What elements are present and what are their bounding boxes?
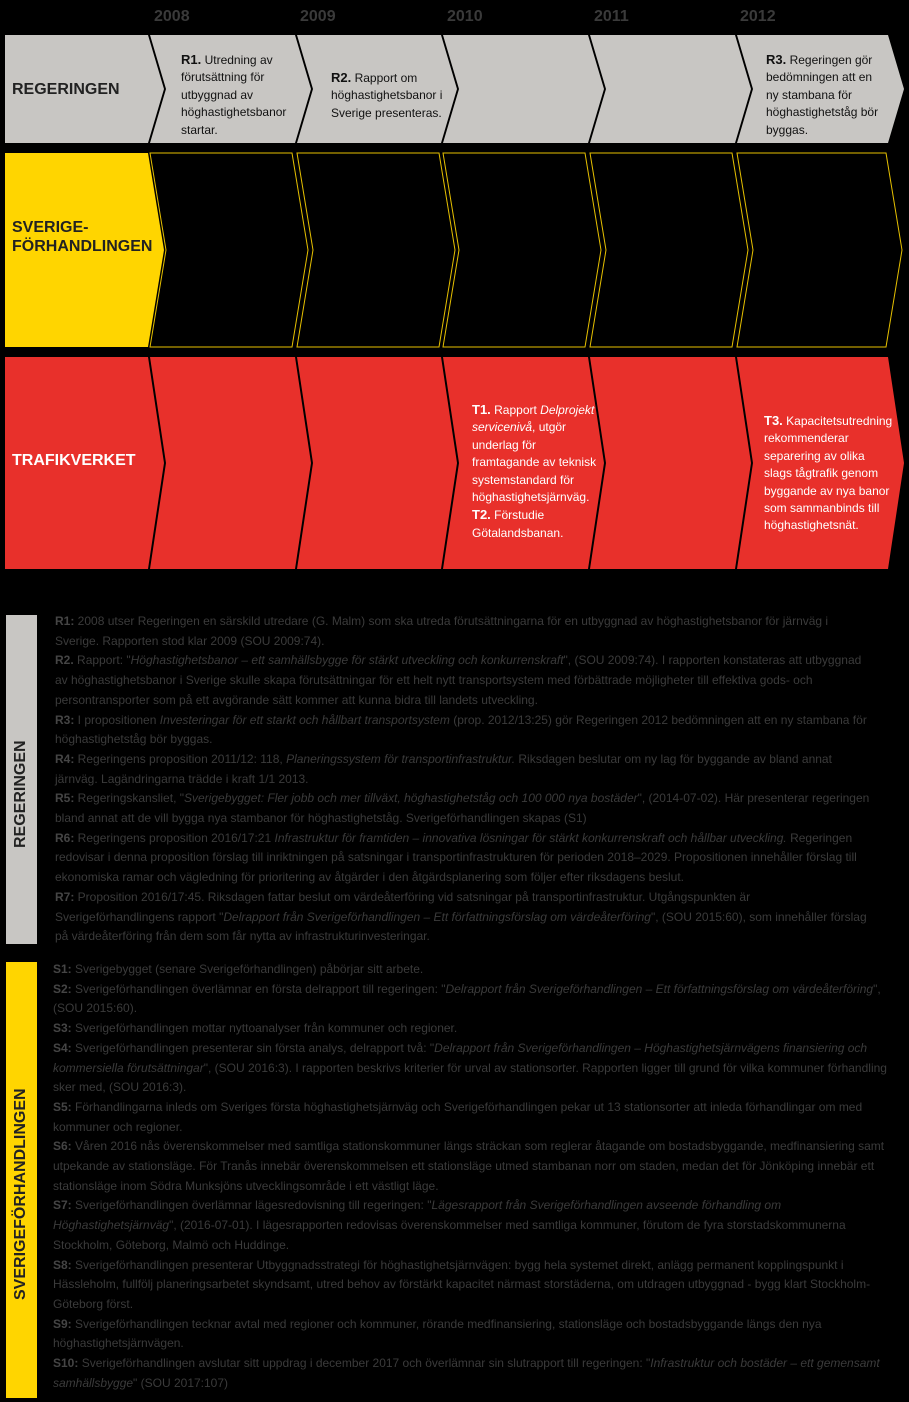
- note-text-after: ", (2014-07-02). Här presenterar regeringen bland annat att de vill bygga nya stambanor för höghastighetståg. Sverigeförhandlingen skapas (S1): [55, 791, 870, 826]
- trafikverket-chevron-2011: [590, 357, 751, 569]
- note-title: Delrapport från Sverigeförhandlingen – Höghastighetsjärnvägens finansiering och kommersiella förutsättningar: [53, 1040, 868, 1075]
- note-title: Delrapport från Sverigeförhandlingen – Ett författningsförslag om värdeåterföring: [223, 909, 651, 924]
- note-text: Förhandlingarna inleds om Sveriges första höghastighetsjärnväg och Sverigeförhandlingen pekar ut 13 stationsorter att inleda förhandlingar om med kommuner och regioner.: [53, 1099, 863, 1134]
- note-key: S6:: [53, 1139, 72, 1154]
- cell-t3-text: Kapacitetsutredning rekommenderar separering av olika slags tågtrafik genom byggande av nya banor som sammanbinds till höghastighetsnät.: [764, 414, 893, 533]
- notes-regeringen-list: [55, 612, 871, 947]
- note-text: Regeringskansliet, ": [74, 791, 184, 806]
- note-text-after: ", (SOU 2015:60).: [53, 981, 881, 1016]
- cell-t1-key: T1.: [472, 402, 491, 417]
- note-key: S4:: [53, 1040, 72, 1055]
- note-key: R6:: [55, 830, 75, 845]
- cell-r3: [766, 51, 884, 139]
- sverige-chevron-2011: [590, 153, 748, 347]
- note-item: [53, 1354, 891, 1393]
- note-title: Höghastighetsbanor – ett samhällsbygge för stärkt utveckling och konkurrenskraft: [130, 653, 564, 668]
- note-text: Regeringens proposition 2016/17:21: [74, 830, 275, 845]
- note-key: S5:: [53, 1099, 72, 1114]
- sverige-label-line2: FÖRHANDLINGEN: [12, 238, 153, 255]
- note-key: R1:: [55, 614, 75, 628]
- note-key: S8:: [53, 1257, 72, 1272]
- note-text: Sverigeförhandlingen mottar nyttoanalyser från kommuner och regioner.: [71, 1021, 458, 1036]
- cell-t2-text: Förstudie Götalandsbanan.: [472, 508, 564, 540]
- note-text: Regeringens proposition 2011/12: 118,: [74, 751, 287, 766]
- note-item: [53, 960, 891, 980]
- cell-t2-key: T2.: [472, 507, 491, 523]
- note-item: [53, 1098, 891, 1137]
- note-item: [53, 980, 891, 1019]
- note-title: Lägesrapport från Sverigeförhandlingen avseende förhandling om Höghastighetsjärnväg: [53, 1198, 782, 1233]
- cell-r3-key: R3.: [766, 52, 787, 67]
- sverige-chevron-2009: [297, 153, 455, 347]
- regeringen-chevron-2010: [443, 35, 604, 143]
- year-2009: 2009: [300, 8, 336, 25]
- note-key: S1:: [53, 962, 72, 976]
- note-item: [55, 612, 871, 651]
- year-2010: 2010: [447, 8, 483, 25]
- note-text: Sverigebygget (senare Sverigeförhandlingen) påbörjar sitt arbete.: [71, 962, 424, 976]
- note-item: [53, 1137, 891, 1196]
- note-item: [55, 789, 871, 828]
- year-2011: 2011: [594, 8, 629, 25]
- note-key: R4:: [55, 751, 75, 766]
- cell-t1-t2: [472, 401, 606, 542]
- note-text: I propositionen: [74, 712, 160, 727]
- note-text-after: ", (SOU 2015:60), som innehåller förslag på värdeåterföring från dem som får nytta av infrastrukturinvesteringar.: [55, 909, 867, 944]
- note-key: S2:: [53, 981, 72, 996]
- notes-sverige-list: [53, 960, 891, 1393]
- note-item: [53, 1315, 891, 1354]
- regeringen-label: REGERINGEN: [12, 81, 120, 98]
- sverige-label-line1: SVERIGE-: [12, 219, 89, 236]
- note-title: Investeringar för ett starkt och hållbart transportsystem: [159, 712, 450, 727]
- year-2012: 2012: [740, 8, 776, 25]
- note-text: Sverigeförhandlingen presenterar sin första analys, delrapport två: ": [71, 1040, 435, 1055]
- note-item: [53, 1256, 891, 1315]
- note-key: S7:: [53, 1198, 72, 1213]
- note-text-after: (prop. 2012/13:25) gör Regeringen 2012 bedömningen att en ny stambana för höghastighetståg bör byggas.: [55, 712, 867, 747]
- sverige-chevron-2008: [150, 153, 308, 347]
- note-key: R2.: [55, 653, 74, 668]
- note-item: [55, 711, 871, 750]
- note-key: S9:: [53, 1316, 72, 1331]
- note-key: S10:: [53, 1356, 79, 1371]
- cell-t3: [764, 412, 896, 535]
- cell-r2: [331, 69, 446, 122]
- cell-t1-pre: Rapport: [494, 403, 541, 417]
- note-text-after: ", (SOU 2009:74). I rapporten konstateras att utbyggnad av höghastighetsbanor i Sverige skulle skapa förutsättningar för ett helt nytt transportsystem med förbättrade möjligheter till effektiva gods- och persontransporter som på ett avgörande sätt kommer att kunna bidra till landets utveckling.: [55, 653, 862, 707]
- note-item: [55, 888, 871, 947]
- note-item: [53, 1039, 891, 1098]
- note-key: S3:: [53, 1021, 72, 1036]
- note-key: R5:: [55, 791, 75, 806]
- cell-t1-title: Delprojekt servicenivå: [472, 403, 595, 435]
- sverige-chevron-2012: [737, 153, 902, 347]
- note-text-after: ", (SOU 2016:3). I rapporten beskrivs kriterier för urval av stationsorter. Rapporten ligger till grund för vilka kommuner förhandling sker med, (SOU 2016:3).: [53, 1060, 887, 1095]
- sverige-label: [12, 218, 152, 256]
- cell-r1-text: Utredning av förutsättning för utbyggnad av höghastighetsbanor startar.: [181, 53, 287, 137]
- trafikverket-label: TRAFIKVERKET: [12, 452, 136, 469]
- note-title: Sverigebygget: Fler jobb och mer tillväxt, höghastighetståg och 100 000 nya bostäder: [184, 791, 638, 806]
- note-text-after: " (SOU 2017:107): [133, 1375, 229, 1390]
- cell-t1-post: , utgör underlag för framtagande av teknisk systemstandard för höghastighetsjärnväg.: [472, 420, 597, 505]
- note-item: [55, 829, 871, 888]
- cell-r1: [181, 51, 291, 139]
- cell-r1-key: R1.: [181, 52, 202, 67]
- notes-regeringen-title: REGERINGEN: [12, 740, 29, 848]
- note-text-after: ", (2016-07-01). I lägesrapporten redovisas överenskommelser med samtliga kommuner, förutom de fyra storstadskommunerna Stockholm, Göteborg, Malmö och Huddinge.: [53, 1218, 846, 1252]
- note-title: Delrapport från Sverigeförhandlingen – Ett författningsförslag om värdeåterföring: [445, 981, 874, 996]
- note-text: Proposition 2016/17:45. Riksdagen fattar beslut om värdeåterföring vid satsningar på transportinfrastruktur. Utgångspunkten är Sverigeförhandlingens rapport ": [55, 889, 751, 924]
- regeringen-chevron-2011: [590, 35, 751, 143]
- year-2008: 2008: [154, 8, 190, 25]
- note-title: Infrastruktur för framtiden – innovativa lösningar för stärkt konkurrenskraft och hållbar utveckling.: [274, 830, 787, 845]
- cell-r2-text: Rapport om höghastighetsbanor i Sverige presenteras.: [331, 71, 443, 120]
- note-text-after: Riksdagen beslutar om ny lag för byggande av bland annat järnväg. Lagändringarna trädde i kraft 1/1 2013.: [55, 751, 832, 786]
- note-item: [53, 1019, 891, 1039]
- notes-sverige-title: SVERIGEFÖRHANDLINGEN: [12, 1088, 29, 1300]
- note-text-after: Regeringen redovisar i denna proposition förslag till inriktningen på satsningar i transportinfrastrukturen för perioden 2018–2029. Propositionen innehåller förslag till ekonomiska ramar och vägledning för prioritering av åtgärder i den åtgärdsplanering som följer efter riksdagens beslut.: [55, 830, 857, 885]
- note-key: R7:: [55, 889, 75, 904]
- note-title: Planeringssystem för transportinfrastruktur.: [286, 751, 516, 766]
- note-text: Sverigeförhandlingen överlämnar en första delrapport till regeringen: ": [71, 981, 446, 996]
- sverige-chevron-2010: [443, 153, 601, 347]
- note-text: Sverigeförhandlingen presenterar Utbyggnadsstrategi för höghastighetsjärnvägen: bygg hela systemet direkt, anlägg permanent kopplingspunkt i Hässleholm, fullfölj planeringsarbetet skyndsamt, utred behov av förstärkt kapacitet närmast storstäderna, om utdragen utbyggnad - bygg klart Stockholm-Göteborg först.: [53, 1257, 871, 1311]
- note-item: [53, 1196, 891, 1255]
- note-text: Sverigeförhandlingen tecknar avtal med regioner och kommuner, rörande medfinansiering, stationsläge och bostadsbyggande längs den nya höghastighetsjärnvägen.: [53, 1316, 822, 1351]
- note-text: Våren 2016 nås överenskommelser med samtliga stationskommuner längs sträckan som reglerar åtagande om bostadsbyggande, medfinansiering samt utpekande av stationsläge. För Tranås innebär överenskommelsen ett stationsläge utmed stambanan norr om staden, medan det för Jönköping innebär ett stationsläge inom Södra Munksjöns utvecklingsområde i ett västligt läge.: [53, 1139, 885, 1193]
- note-title: Infrastruktur och bostäder – ett gemensamt samhällsbygge: [53, 1356, 880, 1390]
- note-item: [55, 651, 871, 710]
- note-key: R3:: [55, 712, 75, 727]
- note-text: Sverigeförhandlingen överlämnar lägesredovisning till regeringen: ": [71, 1198, 432, 1213]
- trafikverket-chevron-2008: [150, 357, 311, 569]
- cell-r3-text: Regeringen gör bedömningen att en ny stambana för höghastighetståg bör byggas.: [766, 53, 879, 137]
- cell-t3-key: T3.: [764, 413, 783, 428]
- note-text: Rapport: ": [73, 653, 131, 668]
- trafikverket-chevron-2009: [297, 357, 457, 569]
- note-text: 2008 utser Regeringen en särskild utredare (G. Malm) som ska utreda förutsättningarna för en utbyggnad av höghastighetsbanor för järnväg i Sverige. Rapporten stod klar 2009 (SOU 2009:74).: [55, 614, 829, 648]
- cell-r2-key: R2.: [331, 70, 352, 85]
- note-text: Sverigeförhandlingen avslutar sitt uppdrag i december 2017 och överlämnar sin slutrapport till regeringen: ": [78, 1356, 651, 1371]
- note-item: [55, 750, 871, 789]
